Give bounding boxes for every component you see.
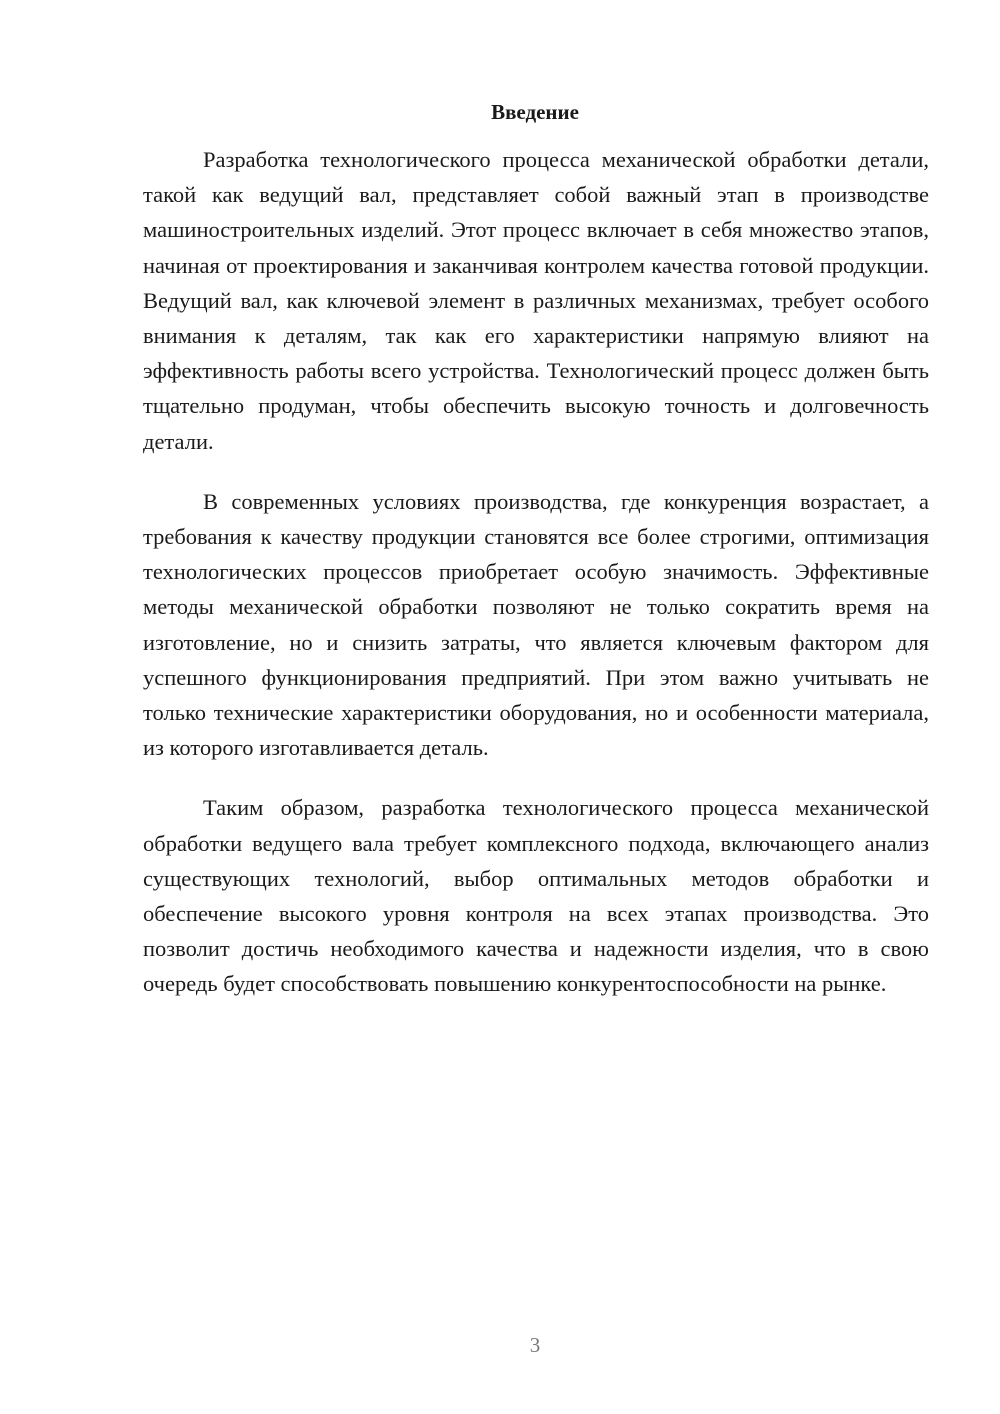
paragraph-1: Разработка технологического процесса механической обработки детали, такой как ведущий вал, представляет собой важный этап в производстве машиностроительных изделий. Этот процесс включает в себя множество этапов, начиная от проектирования и заканчивая контролем качества готовой продукции. Ведущий вал, как ключевой элемент в различных механизмах, требует особого внимания к деталям, так как его характеристики напрямую влияют на эффективность работы всего устройства. Технологический процесс должен быть тщательно продуман, чтобы обеспечить высокую точность и долговечность детали. — [143, 147, 929, 454]
section-body — [143, 142, 929, 1027]
paragraph-2: В современных условиях производства, где конкуренция возрастает, а требования к качеству продукции становятся все более строгими, оптимизация технологических процессов приобретает особую значимость. Эффективные методы механической обработки позволяют не только сократить время на изготовление, но и снизить затраты, что является ключевым фактором для успешного функционирования предприятий. При этом важно учитывать не только технические характеристики оборудования, но и особенности материала, из которого изготавливается деталь. — [143, 488, 929, 761]
section-title: Введение — [491, 100, 579, 124]
page-number: 3 — [529, 1333, 541, 1357]
paragraph-3: Таким образом, разработка технологического процесса механической обработки ведущего вала требует комплексного подхода, включающего анализ существующих технологий, выбор оптимальных методов обработки и обеспечение высокого уровня контроля на всех этапах производства. Это позволит достичь необходимого качества и надежности изделия, что в свою очередь будет способствовать повышению конкурентоспособности на рынке. — [143, 795, 929, 997]
